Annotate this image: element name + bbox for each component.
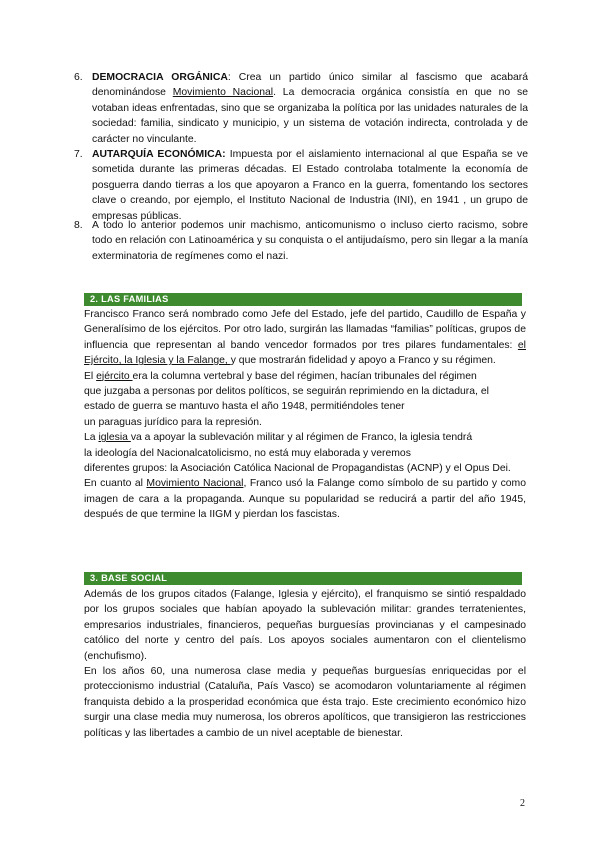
list-item-8 xyxy=(74,218,528,264)
paragraph: En cuanto al Movimiento Nacional, Franco usó la Falange como símbolo de su partido y como imagen de cara a la propaganda. Aunque su popularidad se reducirá a partir del año 1945, después de que termine la IIGM y pierdan los fascistas. xyxy=(84,478,526,521)
section-header-las-familias: 2. LAS FAMILIAS xyxy=(84,293,522,306)
list-number: 8. xyxy=(74,220,83,231)
item-title: DEMOCRACIA ORGÁNICA xyxy=(92,72,228,83)
section-header-base-social: 3. BASE SOCIAL xyxy=(84,572,522,585)
list-item-6 xyxy=(74,70,529,147)
movimiento-nacional-link: Movimiento Nacional xyxy=(172,87,274,99)
list-item-text: A todo lo anterior podemos unir machismo, anticomunismo o incluso cierto racismo, sobre todo en relación con Latinoamérica y su conquista o el antijudaísmo, pero sin llegar a la manía exterminatoria de regímenes como el nazi. xyxy=(92,220,528,262)
list-number: 7. xyxy=(74,149,83,160)
section-3-body xyxy=(84,587,526,741)
item-title: AUTARQUÍA ECONÓMICA: xyxy=(92,149,226,160)
paragraph: Además de los grupos citados (Falange, Iglesia y ejército), el franquismo se sintió respaldado por los grupos sociales que habían apoyado la sublevación militar: grandes terratenientes, empresarios industriales, financieros, pequeñas burguesías provincianas y el campesinado católico del norte y centro del país. Los apoyos sociales aumentaron con el clientelismo (enchufismo). xyxy=(84,589,526,662)
paragraph: La iglesia va a apoyar la sublevación militar y al régimen de Franco, la iglesia tendrá la ideología del Nacionalcatolicismo, no está muy elaborada y veremos xyxy=(84,432,473,459)
paragraph: Francisco Franco será nombrado como Jefe del Estado, jefe del partido, Caudillo de España y Generalísimo de los ejércitos. Por otro lado, surgirán las llamadas “familias” políticas, grupos de influencia que representan al bando vencedor formados por tres pilares fundamentales: el Ejército, la Iglesia y la Falange, y que mostrarán fidelidad y apoyo a Franco y su régimen. xyxy=(84,309,526,367)
section-2-body xyxy=(84,307,526,523)
list-item-7 xyxy=(74,147,528,224)
list-item-text: AUTARQUÍA ECONÓMICA: Impuesta por el aislamiento internacional al que España se ve sometida durante las primeras décadas. El Estado controlaba totalmente la economía de posguerra dando tierras a los que apoyaron a Franco en la guerra, fomentando los sectores clave o creando, por ejemplo, el Instituto Nacional de Industria (INI), en 1941 , un grupo de empresas públicas. xyxy=(92,149,528,222)
paragraph: En los años 60, una numerosa clase media y pequeñas burguesías enriquecidas por el proteccionismo industrial (Cataluña, País Vasco) se acomodaron voluntariamente al régimen franquista debido a la prosperidad económica que ésta trajo. Este crecimiento económico hizo surgir una clase media muy numerosa, los obreros apolíticos, que transigieron las restricciones políticas y las libertades a cambio de un nivel aceptable de bienestar. xyxy=(84,666,526,739)
list-item-text: DEMOCRACIA ORGÁNICA: Crea un partido único similar al fascismo que acabará denominándose Movimiento Nacional. La democracia orgánica consistía en que no se votaban ideas enfrentadas, sino que se organizaba la política por las unidades naturales de la sociedad: familia, sindicato y municipio, y un sistema de votación indirecta, controlada y de carácter no vinculante. xyxy=(92,72,529,145)
page-number: 2 xyxy=(520,798,525,809)
paragraph: El ejército era la columna vertebral y base del régimen, hacían tribunales del régimen que juzgaba a personas por delitos políticos, se seguirán reprimiendo en la dictadura, el estado de guerra se mantuvo hasta el año 1948, permitiéndoles tener un paraguas jurídico para la represión. xyxy=(84,370,489,428)
list-number: 6. xyxy=(74,72,83,83)
paragraph: diferentes grupos: la Asociación Católica Nacional de Propagandistas (ACNP) y el Opus Dei. xyxy=(84,463,511,475)
